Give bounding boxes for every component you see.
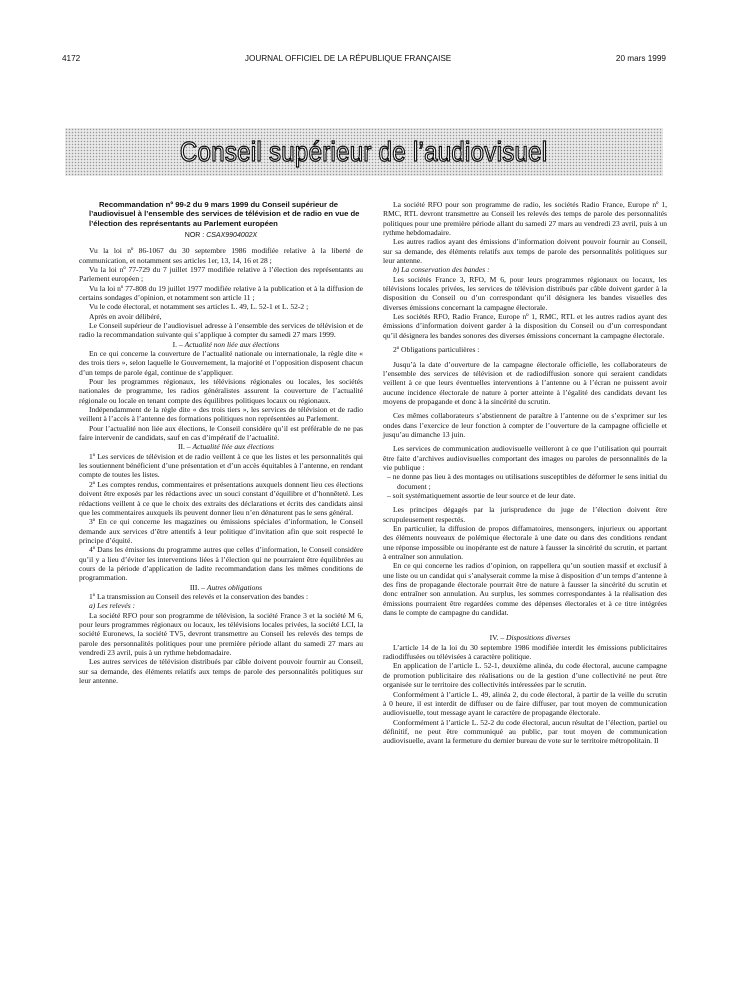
paragraph: En ce qui concerne la couverture de l’actualité nationale ou internationale, la règle dite « des trois tiers », selon laquelle le Gouvernement, la majorité et l’opposition disposent chacun d’un temps de parole égal, continue de s’appliquer. — [79, 349, 363, 377]
subheading: b) La conservation des bandes : — [393, 265, 490, 275]
page-header — [62, 54, 666, 63]
paragraph: En application de l’article L. 52-1, deuxième alinéa, du code électoral, aucune campagne de promotion publicitaire des réalisations ou de la gestion d’une collectivité ne peut être organisée sur le territoire des collectivités intéressées par le scrutin. — [383, 661, 667, 690]
paragraph: En ce qui concerne les radios d’opinion, on rappellera qu’un soutien massif et exclusif à une liste ou un candidat qui s’analyserait comme la mise à disposition d’un temps d’antenne à des fins de propagande électorale pourrait être de nature à fausser la sincérité du scrutin et donc entraîner son annulation. Au surplus, les sommes correspondantes à la réalisation des émissions pourraient être regardées comme des dépenses électorales et à ce titre intégrées dans le compte de campagne du candidat. — [383, 561, 667, 618]
paragraph: Indépendamment de la règle dite « des trois tiers », les services de télévision et de radio veillent à l’accès à l’antenne des formations politiques non représentées au Parlement. — [79, 405, 363, 424]
paragraph: Vu la loi nº 86-1067 du 30 septembre 1986 modifiée relative à la liberté de communication, et notamment ses articles 1er, 13, 14, 16 et 28 ; — [79, 246, 363, 265]
paragraph: Les autres services de télévision distribués par câble doivent pouvoir fournir au Conseil, sur sa demande, des éléments relatifs aux temps de parole des personnalités politiques sur leur antenne. — [79, 657, 363, 686]
paragraph: La société RFO pour son programme de télévision, la société France 3 et la société M 6, pour leurs programmes régionaux ou locaux, les télévisions locales privées, la société LCI, la société Euronews, la société TV5, devront transmettre au Conseil les relevés des temps de parole des personnalités politiques pour une première période allant du samedi 27 mars au vendredi 23 avril, puis à un rythme hebdomadaire. — [79, 610, 363, 658]
section-number: III. – — [189, 582, 205, 592]
paragraph: Le Conseil supérieur de l’audiovisuel adresse à l’ensemble des services de télévision et de radio la recommandation suivante qui s’applique à compter du samedi 27 mars 1999. — [79, 320, 363, 340]
left-column — [79, 200, 363, 685]
section-title: Actualité liée aux élections — [192, 442, 274, 452]
section-number: I. – — [172, 339, 183, 349]
list-item: – ne donne pas lieu à des montages ou utilisations susceptibles de déformer le sens initial du document ; — [387, 472, 667, 491]
paragraph: L’article 14 de la loi du 30 septembre 1986 modifiée interdit les émissions publicitaires radiodiffusées ou télévisées à caractère politique. — [383, 642, 667, 662]
paragraph: Jusqu’à la date d’ouverture de la campagne électorale officielle, les collaborateurs de l’ensemble des services de télévision et de radiodiffusion sonore qui seraient candidats veillent à ce que leurs éventuelles interventions à l’antenne ou à l’écran ne puissent avoir aucune incidence électorale de nature à porter atteinte à l’égalité des candidats devant les moyens de propagande et donc à la sincérité du scrutin. — [383, 359, 667, 406]
paragraph: 3º En ce qui concerne les magazines ou émissions spéciales d’information, le Conseil demande aux services d’être attentifs à leur politique d’invitation afin que soit respecté le principe d’équité. — [79, 517, 363, 545]
section-title: Actualité non liée aux élections — [184, 339, 280, 349]
paragraph: Les principes dégagés par la jurisprudence du juge de l’élection doivent être scrupuleusement respectés. — [383, 505, 667, 524]
paragraph: Pour l’actualité non liée aux élections, le Conseil considère qu’il est préférable de ne pas faire intervenir de candidats, sauf en cas d’impératif de l’actualité. — [79, 423, 363, 443]
section-heading-2 — [79, 442, 363, 451]
section-title: Autres obligations — [206, 582, 263, 592]
paragraph: Après en avoir délibéré, — [89, 311, 162, 321]
page-number: 4172 — [62, 54, 81, 63]
issue-date: 20 mars 1999 — [615, 54, 666, 63]
paragraph: 1º Les services de télévision et de radio veillent à ce que les listes et les personnalités qui les soutiennent bénéficient d’une présentation et d’un accès équitables à l’antenne, en rendant compte de toutes les listes. — [79, 451, 363, 480]
section-title: Dispositions diverses — [506, 633, 571, 643]
paragraph: 4º Dans les émissions du programme autres que celles d’information, le Conseil considère qu’il y a lieu d’éviter les interventions liées à l’élection qui ne pourraient être équilibrées au cours de la période d’application de ladite recommandation dans les mêmes conditions de programmation. — [79, 545, 363, 583]
section-number: II. – — [178, 442, 191, 452]
list-item: – soit systématiquement assortie de leur source et de leur date. — [387, 490, 576, 500]
paragraph: Les sociétés RFO, Radio France, Europe nº 1, RMC, RTL et les autres radios ayant des émissions d’information doivent garder à la disposition du Conseil ou d’un correspondant qu’il désignera les bandes sonores des diverses émissions concernant la campagne électorale. — [383, 312, 667, 340]
paragraph: Ces mêmes collaborateurs s’abstiennent de paraître à l’antenne ou de s’exprimer sur les ondes dans l’exercice de leur fonction à compter de l’ouverture de la campagne officielle et jusqu’au dimanche 13 juin. — [383, 411, 667, 439]
paragraph: Pour les programmes régionaux, les télévisions régionales ou locales, les sociétés nationales de programme, les radios généralistes assurent la couverture de l’actualité régionale ou locale en tenant compte des équilibres politiques locaux ou régionaux. — [79, 377, 363, 405]
paragraph: Les autres radios ayant des émissions d’information doivent pouvoir fournir au Conseil, sur sa demande, des éléments relatifs aux temps de parole des personnalités politiques sur leur antenne. — [383, 237, 667, 266]
banner-title: Conseil supérieur de l’audiovisuel — [180, 136, 548, 167]
paragraph: Vu la loi nº 77-808 du 19 juillet 1977 modifiée relative à la publication et à la diffusion de certains sondages d’opinion, et notamment son article 11 ; — [79, 283, 363, 302]
paragraph: Vu la loi nº 77-729 du 7 juillet 1977 modifiée relative à l’élection des représentants au Parlement européen ; — [79, 264, 363, 284]
section-heading-3 — [79, 583, 363, 592]
paragraph: En particulier, la diffusion de propos diffamatoires, mensongers, injurieux ou apportant des éléments nouveaux de polémique électorale à une date ou dans des conditions rendant une réponse impossible ou inopérante est de nature à fausser la sincérité du scrutin, et partant à entraîner son annulation. — [383, 524, 667, 562]
paragraph: Les services de communication audiovisuelle veilleront à ce que l’utilisation qui pourrait être faite d’archives audiovisuelles comportant des images ou paroles de personnalités de la vie publique : — [383, 444, 667, 472]
section-number: IV. – — [489, 633, 505, 643]
paragraph: 1º La transmission au Conseil des relevés et la conservation des bandes : — [89, 591, 309, 601]
paragraph: Conformément à l’article L. 49, alinéa 2, du code électoral, à partir de la veille du scrutin à 0 heure, il est interdit de diffuser ou de faire diffuser, par tout moyen de communication audiovisuelle, tout message ayant le caractère de propagande électorale. — [383, 689, 667, 718]
right-column — [383, 200, 667, 746]
nor-code: CSAX9904002X — [206, 231, 258, 239]
subheading: a) Les relevés : — [89, 601, 136, 611]
paragraph: Vu le code électoral, et notamment ses articles L. 49, L. 52-1 et L. 52-2 ; — [89, 302, 309, 312]
section-banner — [65, 128, 663, 176]
subheading: 2º Obligations particulières : — [393, 345, 480, 355]
nor-label: NOR : — [184, 231, 205, 239]
paragraph: 2º Les comptes rendus, commentaires et présentations auxquels donnent lieu ces élections doivent être exposés par les rédactions avec un souci constant d’équilibre et d’honnêteté. Les rédactions veillent à ce que le choix des extraits des déclarations et écrits des candidats ainsi que les commentaires auxquels ils peuvent donner lieu n’en dénaturent pas le sens général. — [79, 479, 363, 517]
section-heading-1 — [79, 340, 363, 349]
section-heading-4 — [383, 633, 667, 642]
journal-title: JOURNAL OFFICIEL DE LA RÉPUBLIQUE FRANÇAISE — [244, 54, 452, 63]
paragraph: Les sociétés France 3, RFO, M 6, pour leurs programmes régionaux ou locaux, les télévisions locales privées, les services de télévision distribués par câble doivent garder à la disposition du Conseil ou d’un correspondant qu’il désignera les bandes visuelles des diverses émissions concernant la campagne électorale. — [383, 274, 667, 312]
recommendation-title: Recommandation nº 99-2 du 9 mars 1999 du Conseil supérieur de l’audiovisuel à l’ensemble des services de télévision et de radio en vue de l’élection des représentants au Parlement européen — [89, 200, 360, 228]
paragraph: Conformément à l’article L. 52-2 du code électoral, aucun résultat de l’élection, partiel ou définitif, ne peut être communiqué au public, par tout moyen de communication audiovisuelle, avant la fermeture du dernier bureau de vote sur le territoire métropolitain. Il — [383, 717, 667, 746]
nor-reference — [79, 231, 363, 240]
paragraph: La société RFO pour son programme de radio, les sociétés Radio France, Europe nº 1, RMC, RTL devront transmettre au Conseil les relevés des temps de parole des personnalités politiques pour une première période allant du samedi 27 mars au vendredi 23 avril, puis à un rythme hebdomadaire. — [383, 200, 667, 238]
